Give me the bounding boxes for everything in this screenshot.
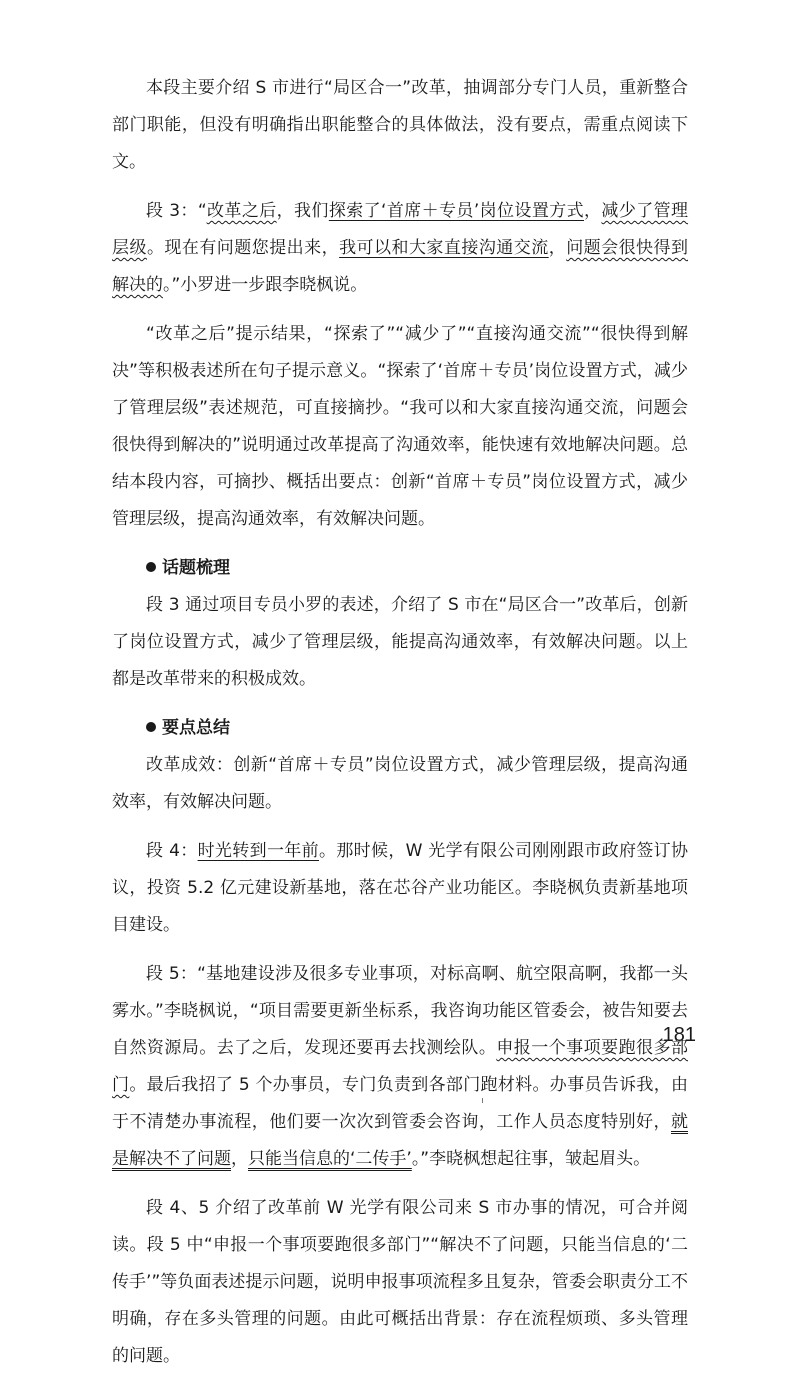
text-run: ， [231, 1149, 248, 1169]
text-run: ， [548, 238, 567, 258]
text-run: ，我们 [276, 201, 329, 221]
text-run: 。那时候，W 光学有限公司刚刚跟市政府签订协议，投资 5.2 亿元建设新基地，落在芯谷产业功能区。李晓枫负责新基地项目建设。 [112, 841, 689, 935]
underlined-text: 我可以和大家直接沟通交流 [339, 238, 549, 258]
heading-label: 要点总结 [162, 718, 230, 738]
paragraph-analysis-4-5: 段 4、5 介绍了改革前 W 光学有限公司来 S 市办事的情况，可合并阅读。段 5 中“申报一个事项要跑很多部门”“解决不了问题，只能当信息的‘二传手’”等负面表述提示问题，说明申报事项流程多且复杂，管委会职责分工不明确，存在多头管理的问题。由此可概括出背景：存在流程烦琐、多头管理的问题。 [112, 1198, 688, 1366]
underlined-text: 时光转到一年前 [197, 841, 319, 861]
bullet-dot-icon [146, 562, 156, 572]
text-run: 。最后我招了 5 个办事员，专门负责到各部门跑材料。办事员告诉我，由于不清楚办事流程，他们要一次次到管委会咨询，工作人员态度特别好， [112, 1075, 689, 1132]
heading-topic-review [112, 550, 688, 587]
text-run: 段 3：“ [146, 201, 207, 221]
double-underline-text: 就是解决不了问题 [112, 1112, 688, 1169]
scan-mark [482, 1098, 483, 1103]
text-run: 段 5：“基地建设涉及很多专业事项，对标高啊、航空限高啊，我都一头雾水。”李晓枫说，“项目需要更新坐标系，我咨询功能区管委会，被告知要去自然资源局。去了之后，发现还要再去找测绘队。 [112, 964, 688, 1058]
page-content [112, 70, 688, 1387]
page-number: 181 [662, 1024, 696, 1046]
bullet-dot-icon [146, 722, 156, 732]
wavy-underline-text: 减少了管理层级 [112, 201, 689, 258]
double-underline-text: 只能当信息的‘二传手’ [248, 1149, 412, 1169]
underlined-text: 探索了‘首席＋专员’岗位设置方式 [328, 201, 585, 221]
text-run: 段 4： [146, 841, 198, 861]
paragraph-topic-review: 段 3 通过项目专员小罗的表述，介绍了 S 市在“局区合一”改革后，创新了岗位设置方式，减少了管理层级，能提高沟通效率，有效解决问题。以上都是改革带来的积极成效。 [112, 595, 688, 689]
wavy-underline-text: 改革之后 [206, 201, 277, 221]
paragraph-section-4 [112, 833, 688, 944]
wavy-underline-text: 问题会很快得到解决的 [112, 238, 688, 295]
wavy-underline-text: 申报一个事项要跑很多部门 [112, 1038, 688, 1095]
text-run: 。现在有问题您提出来， [146, 238, 340, 258]
text-run: 。”小罗进一步跟李晓枫说。 [163, 275, 368, 295]
paragraph-section-3 [112, 193, 688, 304]
text-run: ， [584, 201, 602, 221]
text-run: 。”李晓枫想起往事，皱起眉头。 [411, 1149, 651, 1169]
paragraph-key-points: 改革成效：创新“首席＋专员”岗位设置方式，减少管理层级，提高沟通效率，有效解决问题。 [112, 755, 688, 812]
heading-key-points [112, 710, 688, 747]
heading-label: 话题梳理 [162, 558, 230, 578]
paragraph-intro: 本段主要介绍 S 市进行“局区合一”改革，抽调部分专门人员，重新整合部门职能，但没有明确指出职能整合的具体做法，没有要点，需重点阅读下文。 [112, 78, 688, 172]
paragraph-analysis-3: “改革之后”提示结果，“探索了”“减少了”“直接沟通交流”“很快得到解决”等积极表述所在句子提示意义。“探索了‘首席＋专员’岗位设置方式，减少了管理层级”表述规范，可直接摘抄。“我可以和大家直接沟通交流，问题会很快得到解决的”说明通过改革提高了沟通效率，能快速有效地解决问题。总结本段内容，可摘抄、概括出要点：创新“首席＋专员”岗位设置方式，减少管理层级，提高沟通效率，有效解决问题。 [112, 324, 688, 529]
paragraph-section-5 [112, 956, 688, 1178]
